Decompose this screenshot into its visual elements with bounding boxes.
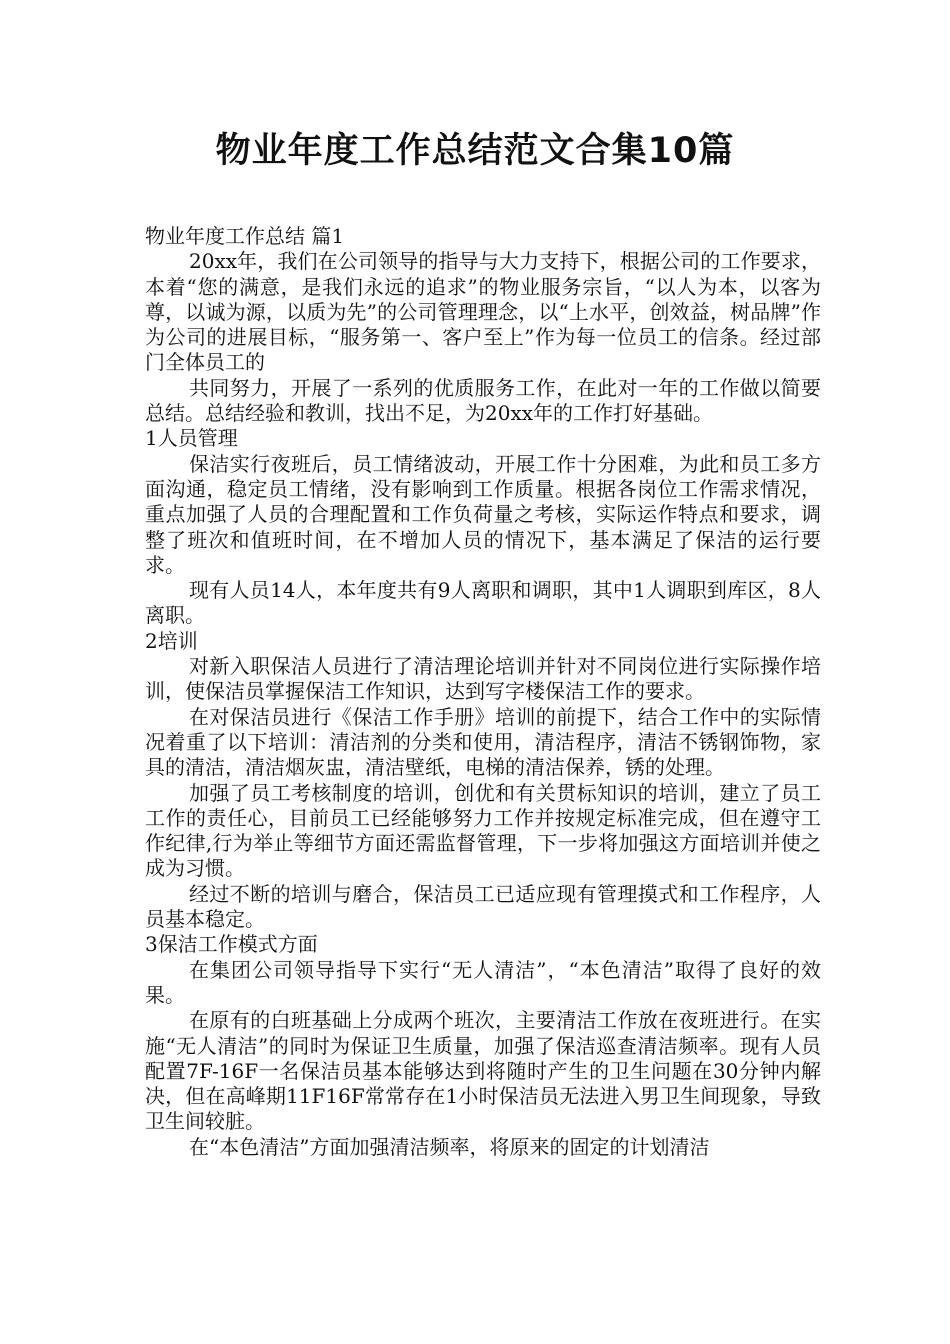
paragraph: 在对保洁员进行《保洁工作手册》培训的前提下，结合工作中的实际情况着重了以下培训：清洁剂的分类和使用，清洁程序，清洁不锈钢饰物，家具的清洁，清洁烟灰盅，清洁壁纸，电梯的清洁保养，锈的处理。 <box>145 704 821 780</box>
paragraph: 在原有的白班基础上分成两个班次，主要清洁工作放在夜班进行。在实施“无人清洁”的同时为保证卫生质量，加强了保洁巡查清洁频率。现有人员配置7F-16F一名保洁员基本能够达到将随时产生的卫生问题在30分钟内解决，但在高峰期11F16F常常存在1小时保洁员无法进入男卫生间现象，导致卫生间较脏。 <box>145 1008 821 1134</box>
paragraph: 在“本色清洁”方面加强清洁频率，将原来的固定的计划清洁 <box>189 1134 710 1159</box>
document-body <box>145 224 821 1160</box>
section-heading: 物业年度工作总结 篇1 <box>145 224 345 248</box>
paragraph: 加强了员工考核制度的培训，创优和有关贯标知识的培训，建立了员工工作的责任心，目前员工已经能够努力工作并按规定标准完成，但在遵守工作纪律,行为举止等细节方面还需监督管理，下一步将加强这方面培训并使之成为习惯。 <box>145 780 821 881</box>
subheading-training: 2培训 <box>145 628 198 653</box>
paragraph: 对新入职保洁人员进行了清洁理论培训并针对不同岗位进行实际操作培训，使保洁员掌握保洁工作知识，达到写字楼保洁工作的要求。 <box>145 654 821 704</box>
paragraph: 20xx年，我们在公司领导的指导与大力支持下，根据公司的工作要求，本着“您的满意，是我们永远的追求”的物业服务宗旨，“以人为本，以客为尊，以诚为源，以质为先”的公司管理理念，以“上水平，创效益，树品牌”作为公司的进展目标，“服务第一、客户至上”作为每一位员工的信条。经过部门全体员工的 <box>145 249 821 375</box>
paragraph: 共同努力，开展了一系列的优质服务工作，在此对一年的工作做以简要总结。总结经验和教训，找出不足，为20xx年的工作打好基础。 <box>145 375 821 426</box>
subheading-personnel: 1人员管理 <box>145 426 238 451</box>
paragraph: 经过不断的培训与磨合，保洁员工已适应现有管理摸式和工作程序，人员基本稳定。 <box>145 881 821 932</box>
subheading-cleaning-mode: 3保洁工作模式方面 <box>145 932 318 957</box>
paragraph: 在集团公司领导指导下实行“无人清洁”，“本色清洁”取得了良好的效果。 <box>145 957 821 1007</box>
document-title: 物业年度工作总结范文合集10篇 <box>215 131 735 171</box>
paragraph: 保洁实行夜班后，员工情绪波动，开展工作十分困难，为此和员工多方面沟通，稳定员工情绪，没有影响到工作质量。根据各岗位工作需求情况，重点加强了人员的合理配置和工作负荷量之考核，实际运作特点和要求，调整了班次和值班时间，在不增加人员的情况下，基本满足了保洁的运行要求。 <box>145 451 821 577</box>
paragraph: 现有人员14人，本年度共有9人离职和调职，其中1人调职到库区，8人离职。 <box>145 578 821 628</box>
